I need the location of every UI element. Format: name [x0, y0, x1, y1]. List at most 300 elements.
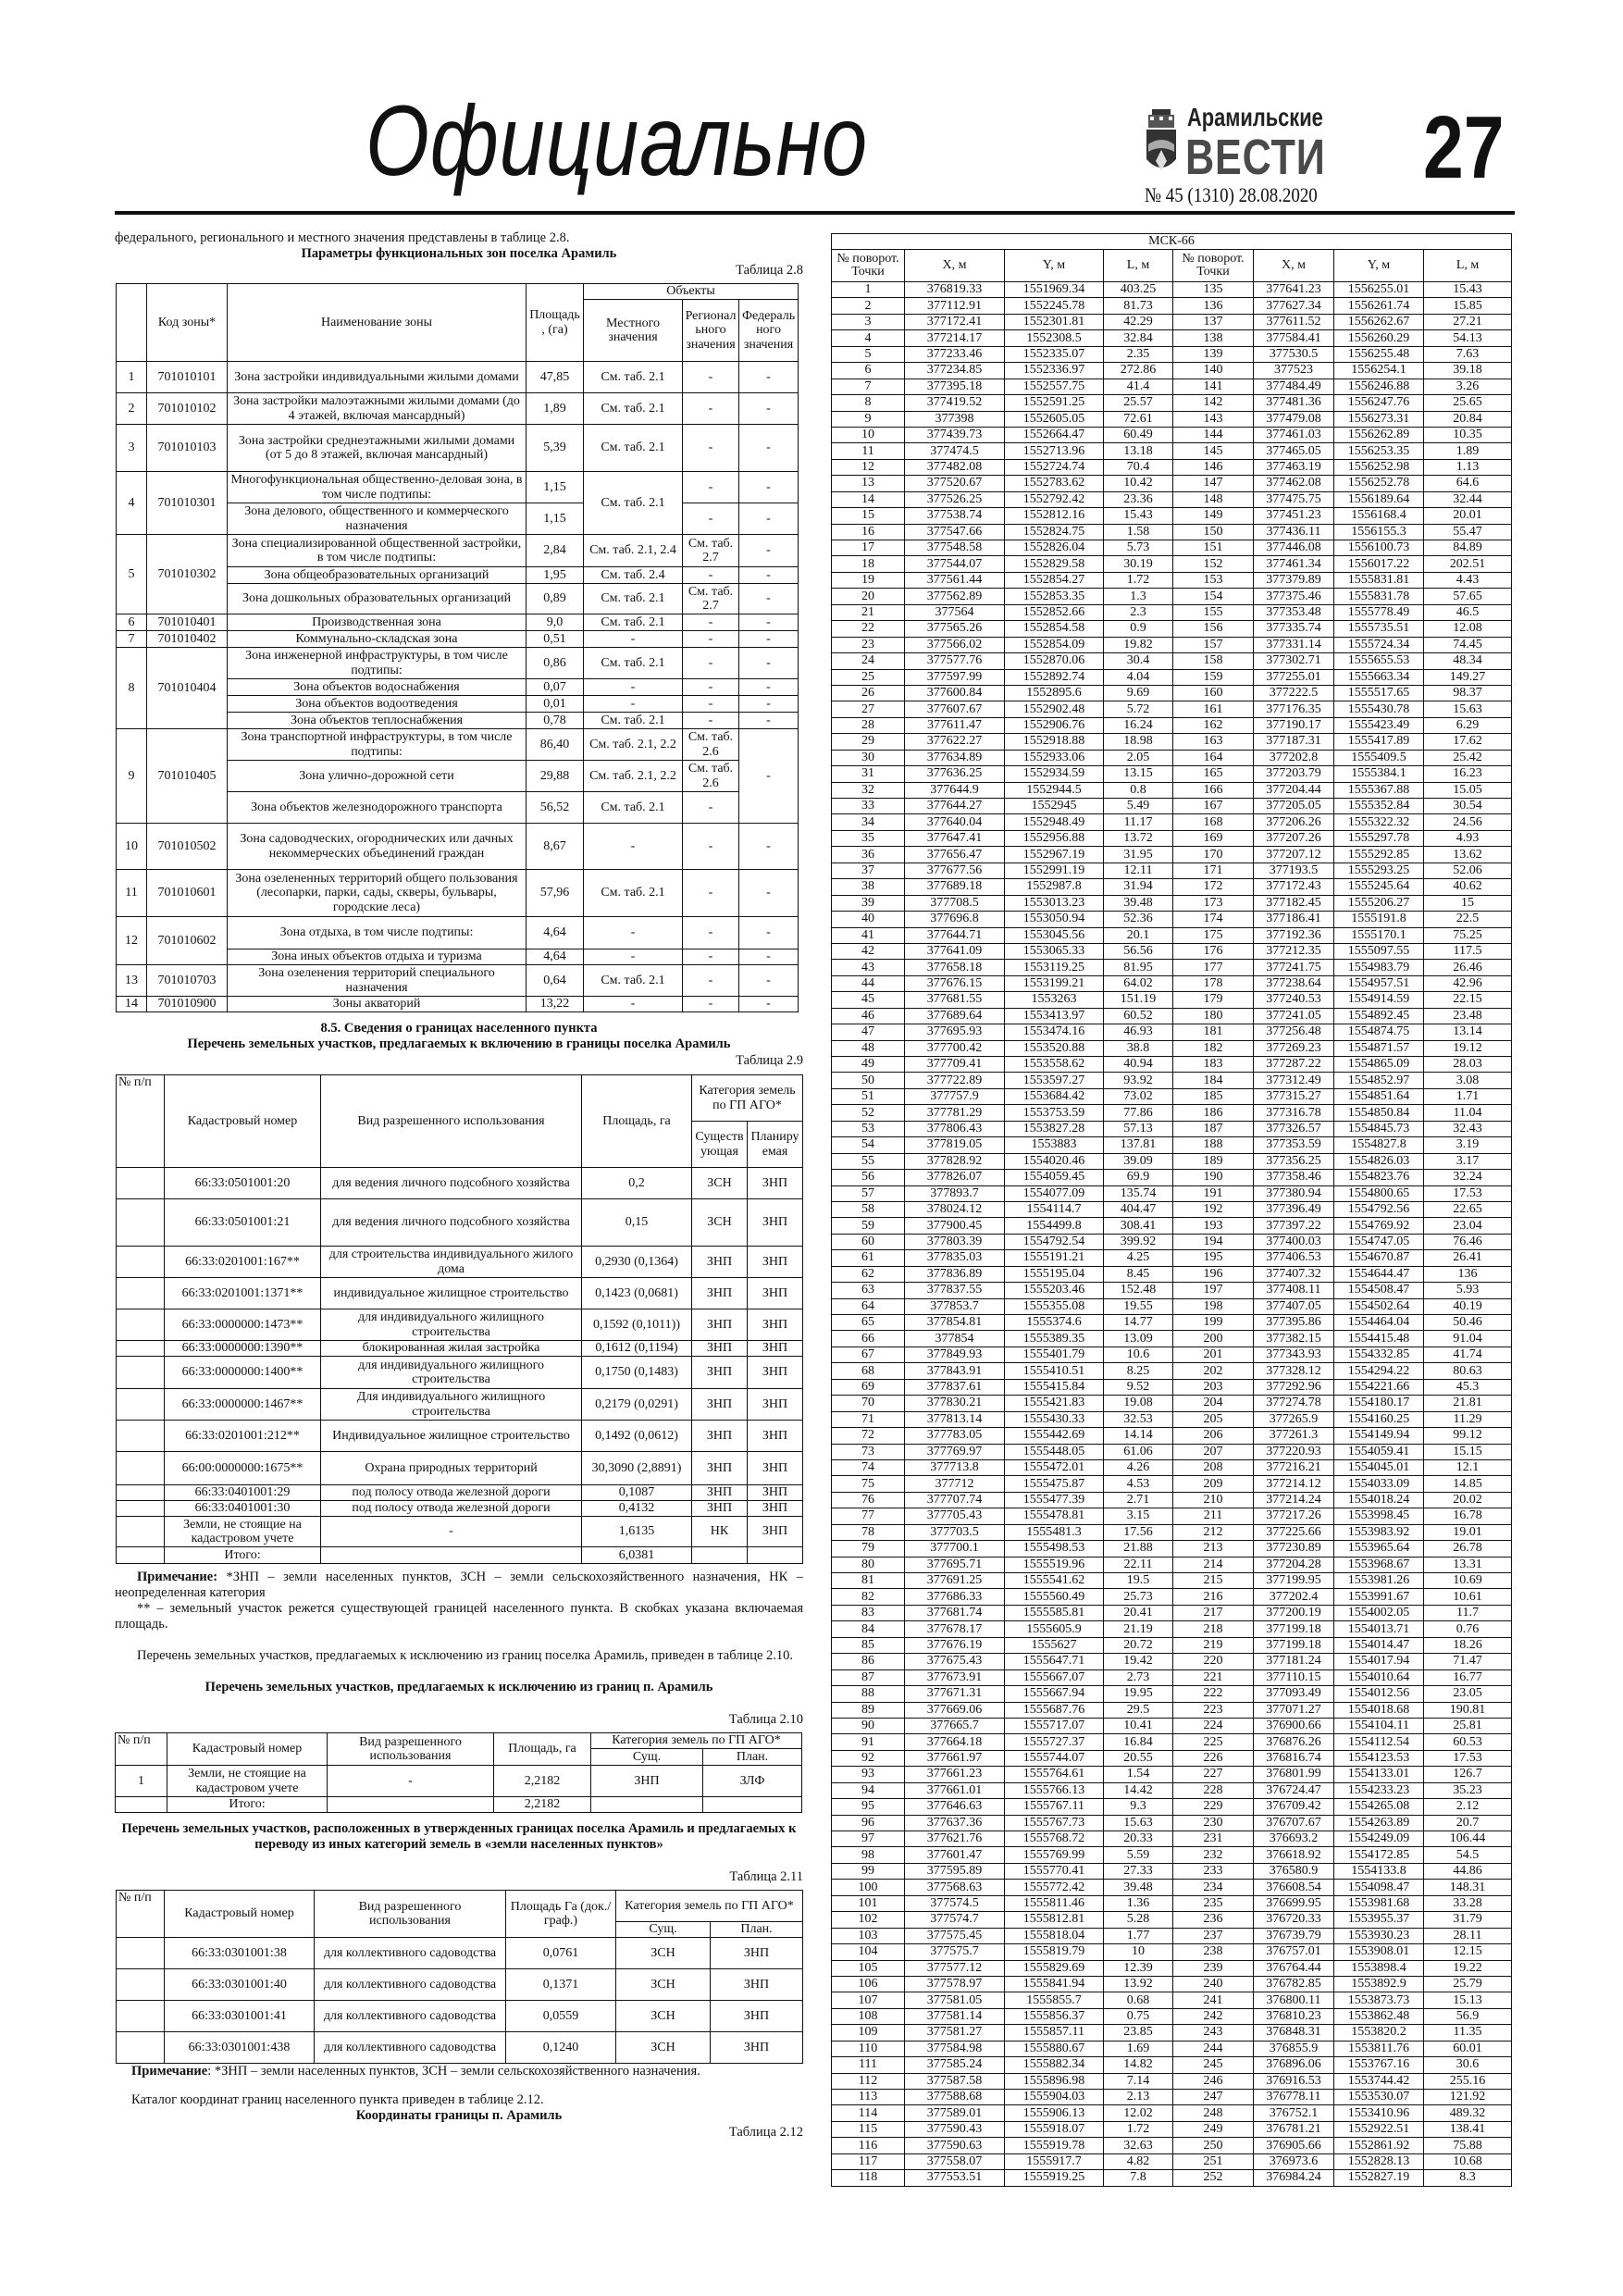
header-point-number: № поворот. Точки — [832, 250, 905, 282]
point-number-2: 196 — [1173, 1266, 1254, 1282]
point-number: 91 — [832, 1734, 905, 1750]
coordinate-row — [832, 1153, 1512, 1169]
point-number: 37 — [832, 863, 905, 878]
point-number: 43 — [832, 960, 905, 975]
y-coordinate-2: 1555831.81 — [1334, 572, 1424, 588]
note-text: : *ЗНП – земли населенных пунктов, ЗСН – земли сельскохозяйственного назначения. — [207, 2064, 700, 2079]
segment-length-2: 6.29 — [1424, 717, 1512, 733]
point-number-2: 174 — [1173, 912, 1254, 927]
zone-local: См. таб. 2.1 — [584, 362, 683, 393]
x-coordinate: 377837.55 — [905, 1283, 1005, 1298]
logo-main-text: ВЕСТИ — [1185, 130, 1326, 185]
segment-length-2: 1.13 — [1424, 459, 1512, 475]
header-area: Площадь Га (док./граф.) — [506, 1891, 616, 1938]
x-coordinate-2: 377241.05 — [1254, 1008, 1334, 1024]
zone-federal: - — [739, 362, 799, 393]
point-number-2: 185 — [1173, 1088, 1254, 1104]
x-coordinate: 377622.27 — [905, 734, 1005, 750]
point-number-2: 147 — [1173, 476, 1254, 491]
zone-number: 10 — [117, 824, 147, 870]
cadastral-number: 66:33:0000000:1390** — [165, 1341, 321, 1357]
y-coordinate: 1552812.16 — [1005, 508, 1104, 524]
point-number-2: 229 — [1173, 1799, 1254, 1815]
x-coordinate: 377566.02 — [905, 637, 1005, 652]
parcel-row — [117, 1501, 803, 1517]
x-coordinate-2: 377269.23 — [1254, 1040, 1334, 1056]
point-number: 80 — [832, 1557, 905, 1572]
y-coordinate-2: 1554850.84 — [1334, 1105, 1424, 1121]
segment-length: 19.95 — [1104, 1686, 1173, 1702]
zone-regional: - — [683, 949, 739, 965]
y-coordinate: 1552854.27 — [1005, 572, 1104, 588]
zone-number: 1 — [117, 362, 147, 393]
y-coordinate: 1555841.94 — [1005, 1976, 1104, 1992]
x-coordinate-2: 376752.1 — [1254, 2105, 1334, 2121]
y-coordinate-2: 1554018.68 — [1334, 1702, 1424, 1718]
area: 0,15 — [582, 1199, 692, 1247]
y-coordinate-2: 1554871.57 — [1334, 1040, 1424, 1056]
zone-name: Зона застройки среднеэтажными жилыми домами (от 5 до 8 этажей, включая мансардный) — [228, 425, 527, 472]
row-number — [117, 1309, 165, 1341]
x-coordinate: 377561.44 — [905, 572, 1005, 588]
point-number-2: 153 — [1173, 572, 1254, 588]
x-coordinate-2: 377214.24 — [1254, 1492, 1334, 1508]
coordinate-row — [832, 411, 1512, 427]
zone-code: 701010102 — [147, 393, 228, 425]
point-number-2: 238 — [1173, 1944, 1254, 1960]
point-number: 106 — [832, 1976, 905, 1992]
zone-federal: - — [739, 648, 799, 679]
point-number-2: 232 — [1173, 1847, 1254, 1863]
y-coordinate: 1555857.11 — [1005, 2025, 1104, 2041]
zone-row — [117, 824, 799, 870]
category-planned: ЗНП — [748, 1452, 803, 1485]
category-planned: ЗНП — [748, 1247, 803, 1278]
point-number: 108 — [832, 2008, 905, 2024]
category-planned: ЗНП — [748, 1389, 803, 1421]
x-coordinate: 377577.12 — [905, 1960, 1005, 1976]
y-coordinate-2: 1554045.01 — [1334, 1459, 1424, 1475]
y-coordinate: 1552854.58 — [1005, 621, 1104, 637]
y-coordinate-2: 1555367.88 — [1334, 782, 1424, 798]
x-coordinate-2: 377343.93 — [1254, 1347, 1334, 1362]
x-coordinate-2: 376816.74 — [1254, 1750, 1334, 1766]
segment-length-2: 489.32 — [1424, 2105, 1512, 2121]
parcel-row — [117, 1357, 803, 1389]
coordinate-row — [832, 282, 1512, 298]
point-number: 41 — [832, 927, 905, 943]
y-coordinate-2: 1554233.23 — [1334, 1782, 1424, 1798]
point-number: 88 — [832, 1686, 905, 1702]
point-number-2: 145 — [1173, 443, 1254, 459]
issue-info: № 45 (1310) 28.08.2020 — [1145, 183, 1318, 206]
coordinate-row — [832, 1250, 1512, 1266]
category-planned: ЗЛФ — [703, 1766, 802, 1797]
y-coordinate-2: 1553930.23 — [1334, 1928, 1424, 1943]
x-coordinate-2: 377193.5 — [1254, 863, 1334, 878]
y-coordinate: 1555389.35 — [1005, 1331, 1104, 1347]
permitted-use: блокированная жилая застройка — [321, 1341, 582, 1357]
zone-regional: - — [683, 824, 739, 870]
area: 0,1612 (0,1194) — [582, 1341, 692, 1357]
zone-area: 1,95 — [527, 567, 584, 584]
zone-local: См. таб. 2.1 — [584, 393, 683, 425]
segment-length-2: 41.74 — [1424, 1347, 1512, 1362]
coordinate-row — [832, 669, 1512, 685]
x-coordinate: 377584.98 — [905, 2041, 1005, 2056]
segment-length-2: 20.84 — [1424, 411, 1512, 427]
x-coordinate: 377722.89 — [905, 1073, 1005, 1088]
y-coordinate-2: 1555735.51 — [1334, 621, 1424, 637]
segment-length: 30.19 — [1104, 556, 1173, 572]
segment-length-2: 2.12 — [1424, 1799, 1512, 1815]
zone-name: Зона транспортной инфраструктуры, в том числе подтипы: — [228, 729, 527, 761]
coordinate-row — [832, 572, 1512, 588]
segment-length-2: 28.03 — [1424, 1057, 1512, 1073]
x-coordinate-2: 376848.31 — [1254, 2025, 1334, 2041]
point-number-2: 251 — [1173, 2153, 1254, 2169]
zone-local: См. таб. 2.1 — [584, 648, 683, 679]
zone-area: 0,89 — [527, 584, 584, 614]
segment-length-2: 22.5 — [1424, 912, 1512, 927]
segment-length: 10.6 — [1104, 1347, 1173, 1362]
parcel-row — [117, 1278, 803, 1309]
segment-length-2: 26.78 — [1424, 1541, 1512, 1557]
x-coordinate-2: 377627.34 — [1254, 298, 1334, 314]
segment-length: 1.58 — [1104, 524, 1173, 540]
point-number: 92 — [832, 1750, 905, 1766]
y-coordinate-2: 1554018.24 — [1334, 1492, 1424, 1508]
x-coordinate-2: 377463.19 — [1254, 459, 1334, 475]
header-point-number-2: № поворот. Точки — [1173, 250, 1254, 282]
x-coordinate-2: 377274.78 — [1254, 1396, 1334, 1411]
y-coordinate-2: 1555206.27 — [1334, 895, 1424, 911]
zone-regional: - — [683, 503, 739, 535]
segment-length-2: 25.81 — [1424, 1718, 1512, 1733]
point-number-2: 139 — [1173, 346, 1254, 362]
x-coordinate: 377675.43 — [905, 1654, 1005, 1669]
coordinate-row — [832, 1573, 1512, 1589]
x-coordinate-2: 376707.67 — [1254, 1815, 1334, 1831]
left-column — [115, 230, 803, 2141]
category-planned: ЗНП — [711, 2032, 803, 2064]
category-existing: ЗНП — [692, 1278, 748, 1309]
section-8-5-heading: 8.5. Сведения о границах населенного пункта — [320, 1021, 598, 1036]
zone-name: Зона отдыха, в том числе подтипы: — [228, 917, 527, 949]
segment-length: 0.75 — [1104, 2008, 1173, 2024]
coordinate-row — [832, 847, 1512, 863]
segment-length-2: 22.65 — [1424, 1201, 1512, 1217]
y-coordinate: 1555687.76 — [1005, 1702, 1104, 1718]
segment-length: 16.24 — [1104, 717, 1173, 733]
area: 0,1492 (0,0612) — [582, 1421, 692, 1452]
y-coordinate: 1552591.25 — [1005, 395, 1104, 411]
x-coordinate-2: 377312.49 — [1254, 1073, 1334, 1088]
zone-federal: - — [739, 949, 799, 965]
y-coordinate: 1555401.79 — [1005, 1347, 1104, 1362]
zone-code: 701010301 — [147, 472, 228, 535]
coordinate-row — [832, 1605, 1512, 1620]
segment-length: 17.56 — [1104, 1524, 1173, 1540]
segment-length: 2.71 — [1104, 1492, 1173, 1508]
point-number-2: 180 — [1173, 1008, 1254, 1024]
coat-of-arms-icon — [1145, 107, 1178, 176]
x-coordinate-2: 376693.2 — [1254, 1831, 1334, 1847]
zone-name: Зона объектов водоотведения — [228, 696, 527, 713]
x-coordinate: 377836.89 — [905, 1266, 1005, 1282]
point-number: 114 — [832, 2105, 905, 2121]
segment-length: 13.72 — [1104, 830, 1173, 846]
y-coordinate-2: 1555352.84 — [1334, 799, 1424, 814]
x-coordinate-2: 376778.11 — [1254, 2090, 1334, 2105]
x-coordinate: 377590.43 — [905, 2121, 1005, 2137]
point-number: 32 — [832, 782, 905, 798]
x-coordinate-2: 377241.75 — [1254, 960, 1334, 975]
header-federal: Федерального значения — [739, 300, 799, 362]
y-coordinate: 1552956.88 — [1005, 830, 1104, 846]
zone-row — [117, 393, 799, 425]
zone-regional: - — [683, 965, 739, 997]
coordinate-row — [832, 1040, 1512, 1056]
segment-length-2: 56.9 — [1424, 2008, 1512, 2024]
coordinate-row — [832, 1557, 1512, 1572]
y-coordinate-2: 1554983.79 — [1334, 960, 1424, 975]
point-number-2: 141 — [1173, 379, 1254, 394]
coordinate-row — [832, 346, 1512, 362]
x-coordinate: 377439.73 — [905, 427, 1005, 442]
zone-name: Зона инженерной инфраструктуры, в том числе подтипы: — [228, 648, 527, 679]
zone-code: 701010101 — [147, 362, 228, 393]
point-number: 51 — [832, 1088, 905, 1104]
coordinate-row — [832, 1992, 1512, 2008]
y-coordinate: 1553263 — [1005, 992, 1104, 1008]
area: 2,2182 — [494, 1766, 591, 1797]
segment-length: 0.9 — [1104, 621, 1173, 637]
coordinate-row — [832, 2170, 1512, 2186]
zone-number: 6 — [117, 614, 147, 631]
coordinate-row — [832, 476, 1512, 491]
x-coordinate-2: 377436.11 — [1254, 524, 1334, 540]
area: 0,0559 — [506, 2001, 616, 2032]
coordinate-row — [832, 1444, 1512, 1459]
x-coordinate-2: 377207.26 — [1254, 830, 1334, 846]
segment-length: 18.98 — [1104, 734, 1173, 750]
y-coordinate: 1555475.87 — [1005, 1476, 1104, 1492]
y-coordinate: 1552605.05 — [1005, 411, 1104, 427]
x-coordinate: 377713.8 — [905, 1459, 1005, 1475]
x-coordinate-2: 377240.53 — [1254, 992, 1334, 1008]
x-coordinate-2: 376801.99 — [1254, 1767, 1334, 1782]
x-coordinate-2: 377356.25 — [1254, 1153, 1334, 1169]
y-coordinate-2: 1556247.76 — [1334, 395, 1424, 411]
segment-length: 135.74 — [1104, 1185, 1173, 1201]
row-number — [116, 1797, 167, 1813]
segment-length-2: 13.62 — [1424, 847, 1512, 863]
y-coordinate-2: 1554852.97 — [1334, 1073, 1424, 1088]
y-coordinate-2: 1555245.64 — [1334, 879, 1424, 895]
zone-number: 11 — [117, 870, 147, 917]
segment-length: 272.86 — [1104, 363, 1173, 379]
zone-name: Зона объектов теплоснабжения — [228, 713, 527, 729]
point-number-2: 137 — [1173, 314, 1254, 329]
segment-length: 5.49 — [1104, 799, 1173, 814]
point-number-2: 149 — [1173, 508, 1254, 524]
segment-length: 61.06 — [1104, 1444, 1173, 1459]
header-planned: Планируемая — [748, 1122, 803, 1168]
point-number-2: 186 — [1173, 1105, 1254, 1121]
x-coordinate: 377544.07 — [905, 556, 1005, 572]
point-number: 28 — [832, 717, 905, 733]
y-coordinate-2: 1556246.88 — [1334, 379, 1424, 394]
zone-area: 0,01 — [527, 696, 584, 713]
x-coordinate: 377641.09 — [905, 943, 1005, 959]
x-coordinate-2: 377199.18 — [1254, 1621, 1334, 1637]
segment-length: 2.05 — [1104, 750, 1173, 765]
y-coordinate-2: 1554263.89 — [1334, 1815, 1424, 1831]
zone-area: 86,40 — [527, 729, 584, 761]
permitted-use: для коллективного садоводства — [315, 1969, 506, 2001]
zone-federal: - — [739, 393, 799, 425]
x-coordinate: 377398 — [905, 411, 1005, 427]
y-coordinate: 1554077.09 — [1005, 1185, 1104, 1201]
row-number — [117, 2001, 165, 2032]
x-coordinate-2: 376855.9 — [1254, 2041, 1334, 2056]
coordinate-row — [832, 363, 1512, 379]
y-coordinate-2: 1554892.45 — [1334, 1008, 1424, 1024]
segment-length-2: 26.41 — [1424, 1250, 1512, 1266]
point-number-2: 163 — [1173, 734, 1254, 750]
segment-length-2: 21.81 — [1424, 1396, 1512, 1411]
y-coordinate: 1553045.56 — [1005, 927, 1104, 943]
point-number-2: 195 — [1173, 1250, 1254, 1266]
section-8-5-subheading: Перечень земельных участков, предлагаемых к включению в границы поселка Арамиль — [187, 1036, 731, 1051]
coordinate-row — [832, 912, 1512, 927]
point-number-2: 223 — [1173, 1702, 1254, 1718]
x-coordinate: 377661.01 — [905, 1782, 1005, 1798]
zone-area: 13,22 — [527, 997, 584, 1012]
segment-length-2: 138.41 — [1424, 2121, 1512, 2137]
parcel-row — [117, 1199, 803, 1247]
segment-length-2: 60.01 — [1424, 2041, 1512, 2056]
segment-length: 404.47 — [1104, 1201, 1173, 1217]
segment-length: 5.72 — [1104, 701, 1173, 717]
x-coordinate: 377587.58 — [905, 2073, 1005, 2089]
zone-federal: - — [739, 824, 799, 870]
point-number-2: 243 — [1173, 2025, 1254, 2041]
y-coordinate-2: 1556253.35 — [1334, 443, 1424, 459]
table-2-12-heading: Координаты границы п. Арамиль — [355, 2108, 563, 2123]
row-number — [117, 1517, 165, 1547]
point-number: 115 — [832, 2121, 905, 2137]
point-number: 13 — [832, 476, 905, 491]
category-planned: ЗНП — [748, 1421, 803, 1452]
parcel-row — [116, 1766, 802, 1797]
point-number-2: 157 — [1173, 637, 1254, 652]
table-2-10-heading: Перечень земельных участков, предлагаемых к исключению из границ п. Арамиль — [204, 1680, 713, 1694]
coordinate-row — [832, 653, 1512, 669]
point-number-2: 176 — [1173, 943, 1254, 959]
point-number: 102 — [832, 1912, 905, 1928]
y-coordinate-2: 1553811.76 — [1334, 2041, 1424, 2056]
segment-length-2: 76.46 — [1424, 1234, 1512, 1249]
point-number-2: 226 — [1173, 1750, 1254, 1766]
parcel-row — [117, 1452, 803, 1485]
area: 0,4132 — [582, 1501, 692, 1517]
segment-length-2: 17.62 — [1424, 734, 1512, 750]
point-number-2: 150 — [1173, 524, 1254, 540]
point-number-2: 175 — [1173, 927, 1254, 943]
segment-length-2: 20.01 — [1424, 508, 1512, 524]
x-coordinate: 377581.27 — [905, 2025, 1005, 2041]
x-coordinate: 377689.64 — [905, 1008, 1005, 1024]
category-existing: ЗНП — [692, 1341, 748, 1357]
segment-length: 7.8 — [1104, 2170, 1173, 2186]
header-x-2: X, м — [1254, 250, 1334, 282]
coordinate-row — [832, 927, 1512, 943]
x-coordinate: 377757.9 — [905, 1088, 1005, 1104]
coordinate-row — [832, 1088, 1512, 1104]
zone-local: - — [584, 997, 683, 1012]
segment-length-2: 99.12 — [1424, 1428, 1512, 1444]
x-coordinate: 377819.05 — [905, 1137, 1005, 1153]
y-coordinate-2: 1556273.31 — [1334, 411, 1424, 427]
y-coordinate-2: 1553981.68 — [1334, 1895, 1424, 1911]
coordinate-row — [832, 314, 1512, 329]
segment-length: 1.72 — [1104, 2121, 1173, 2137]
x-coordinate-2: 377379.89 — [1254, 572, 1334, 588]
x-coordinate-2: 376709.42 — [1254, 1799, 1334, 1815]
coordinate-row — [832, 1266, 1512, 1282]
point-number-2: 245 — [1173, 2057, 1254, 2073]
y-coordinate: 1555829.69 — [1005, 1960, 1104, 1976]
segment-length: 308.41 — [1104, 1218, 1173, 1234]
zone-row — [117, 472, 799, 503]
y-coordinate-2: 1554670.87 — [1334, 1250, 1424, 1266]
area: 0,0761 — [506, 1938, 616, 1969]
y-coordinate: 1555818.04 — [1005, 1928, 1104, 1943]
point-number: 26 — [832, 685, 905, 701]
x-coordinate-2: 377375.46 — [1254, 589, 1334, 604]
coordinate-row — [832, 1702, 1512, 1718]
coordinate-row — [832, 1459, 1512, 1475]
area: 0,2 — [582, 1168, 692, 1199]
segment-length-2: 42.96 — [1424, 975, 1512, 991]
x-coordinate-2: 376800.11 — [1254, 1992, 1334, 2008]
zone-area: 0,78 — [527, 713, 584, 729]
x-coordinate: 377691.25 — [905, 1573, 1005, 1589]
segment-length-2: 15.85 — [1424, 298, 1512, 314]
y-coordinate: 1555374.6 — [1005, 1315, 1104, 1331]
category-existing: ЗНП — [692, 1247, 748, 1278]
x-coordinate: 377574.7 — [905, 1912, 1005, 1928]
category-existing: ЗСН — [692, 1199, 748, 1247]
coordinate-row — [832, 1637, 1512, 1653]
segment-length: 69.9 — [1104, 1170, 1173, 1185]
row-number: 1 — [116, 1766, 167, 1797]
segment-length-2: 24.56 — [1424, 814, 1512, 830]
x-coordinate-2: 376782.85 — [1254, 1976, 1334, 1992]
segment-length: 57.13 — [1104, 1121, 1173, 1136]
coordinate-row — [832, 1121, 1512, 1136]
coordinate-row — [832, 1831, 1512, 1847]
point-number: 96 — [832, 1815, 905, 1831]
x-coordinate: 377636.25 — [905, 766, 1005, 782]
area: 0,2930 (0,1364) — [582, 1247, 692, 1278]
cadastral-number: Земли, не стоящие на кадастровом учете — [165, 1517, 321, 1547]
coordinate-row — [832, 1686, 1512, 1702]
x-coordinate-2: 376739.79 — [1254, 1928, 1334, 1943]
segment-length: 81.95 — [1104, 960, 1173, 975]
